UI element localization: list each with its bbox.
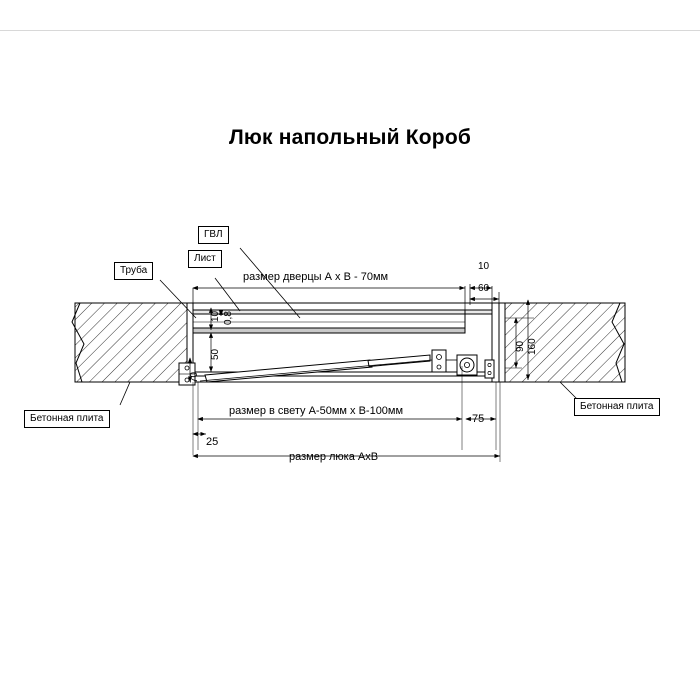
label-door-size: размер дверцы А х В - 70мм <box>243 271 389 283</box>
dim-25-bottom: 25 <box>206 436 219 448</box>
label-pipe: Труба <box>114 262 153 280</box>
label-hatch-size: размер люка АхВ <box>289 451 379 463</box>
dim-90-right: 90 <box>515 340 526 352</box>
label-gvl: ГВЛ <box>198 226 229 244</box>
concrete-slab-left <box>75 303 187 382</box>
label-concrete-right: Бетонная плита <box>574 398 660 416</box>
label-sheet: Лист <box>188 250 222 268</box>
dim-70-left: 70 <box>189 371 200 383</box>
label-concrete-left: Бетонная плита <box>24 410 110 428</box>
dim-08-left: 0,8 <box>223 311 234 325</box>
dim-60-top: 60 <box>478 283 490 294</box>
dim-160-right: 160 <box>527 338 538 355</box>
dim-10-top: 10 <box>478 261 490 272</box>
page-title: Люк напольный Короб <box>228 126 472 149</box>
dim-50-left: 50 <box>210 348 221 360</box>
label-clear-size: размер в свету А-50мм х В-100мм <box>229 405 404 417</box>
dim-75-bottom: 75 <box>472 413 485 425</box>
dim-10-left: 10 <box>210 310 221 322</box>
